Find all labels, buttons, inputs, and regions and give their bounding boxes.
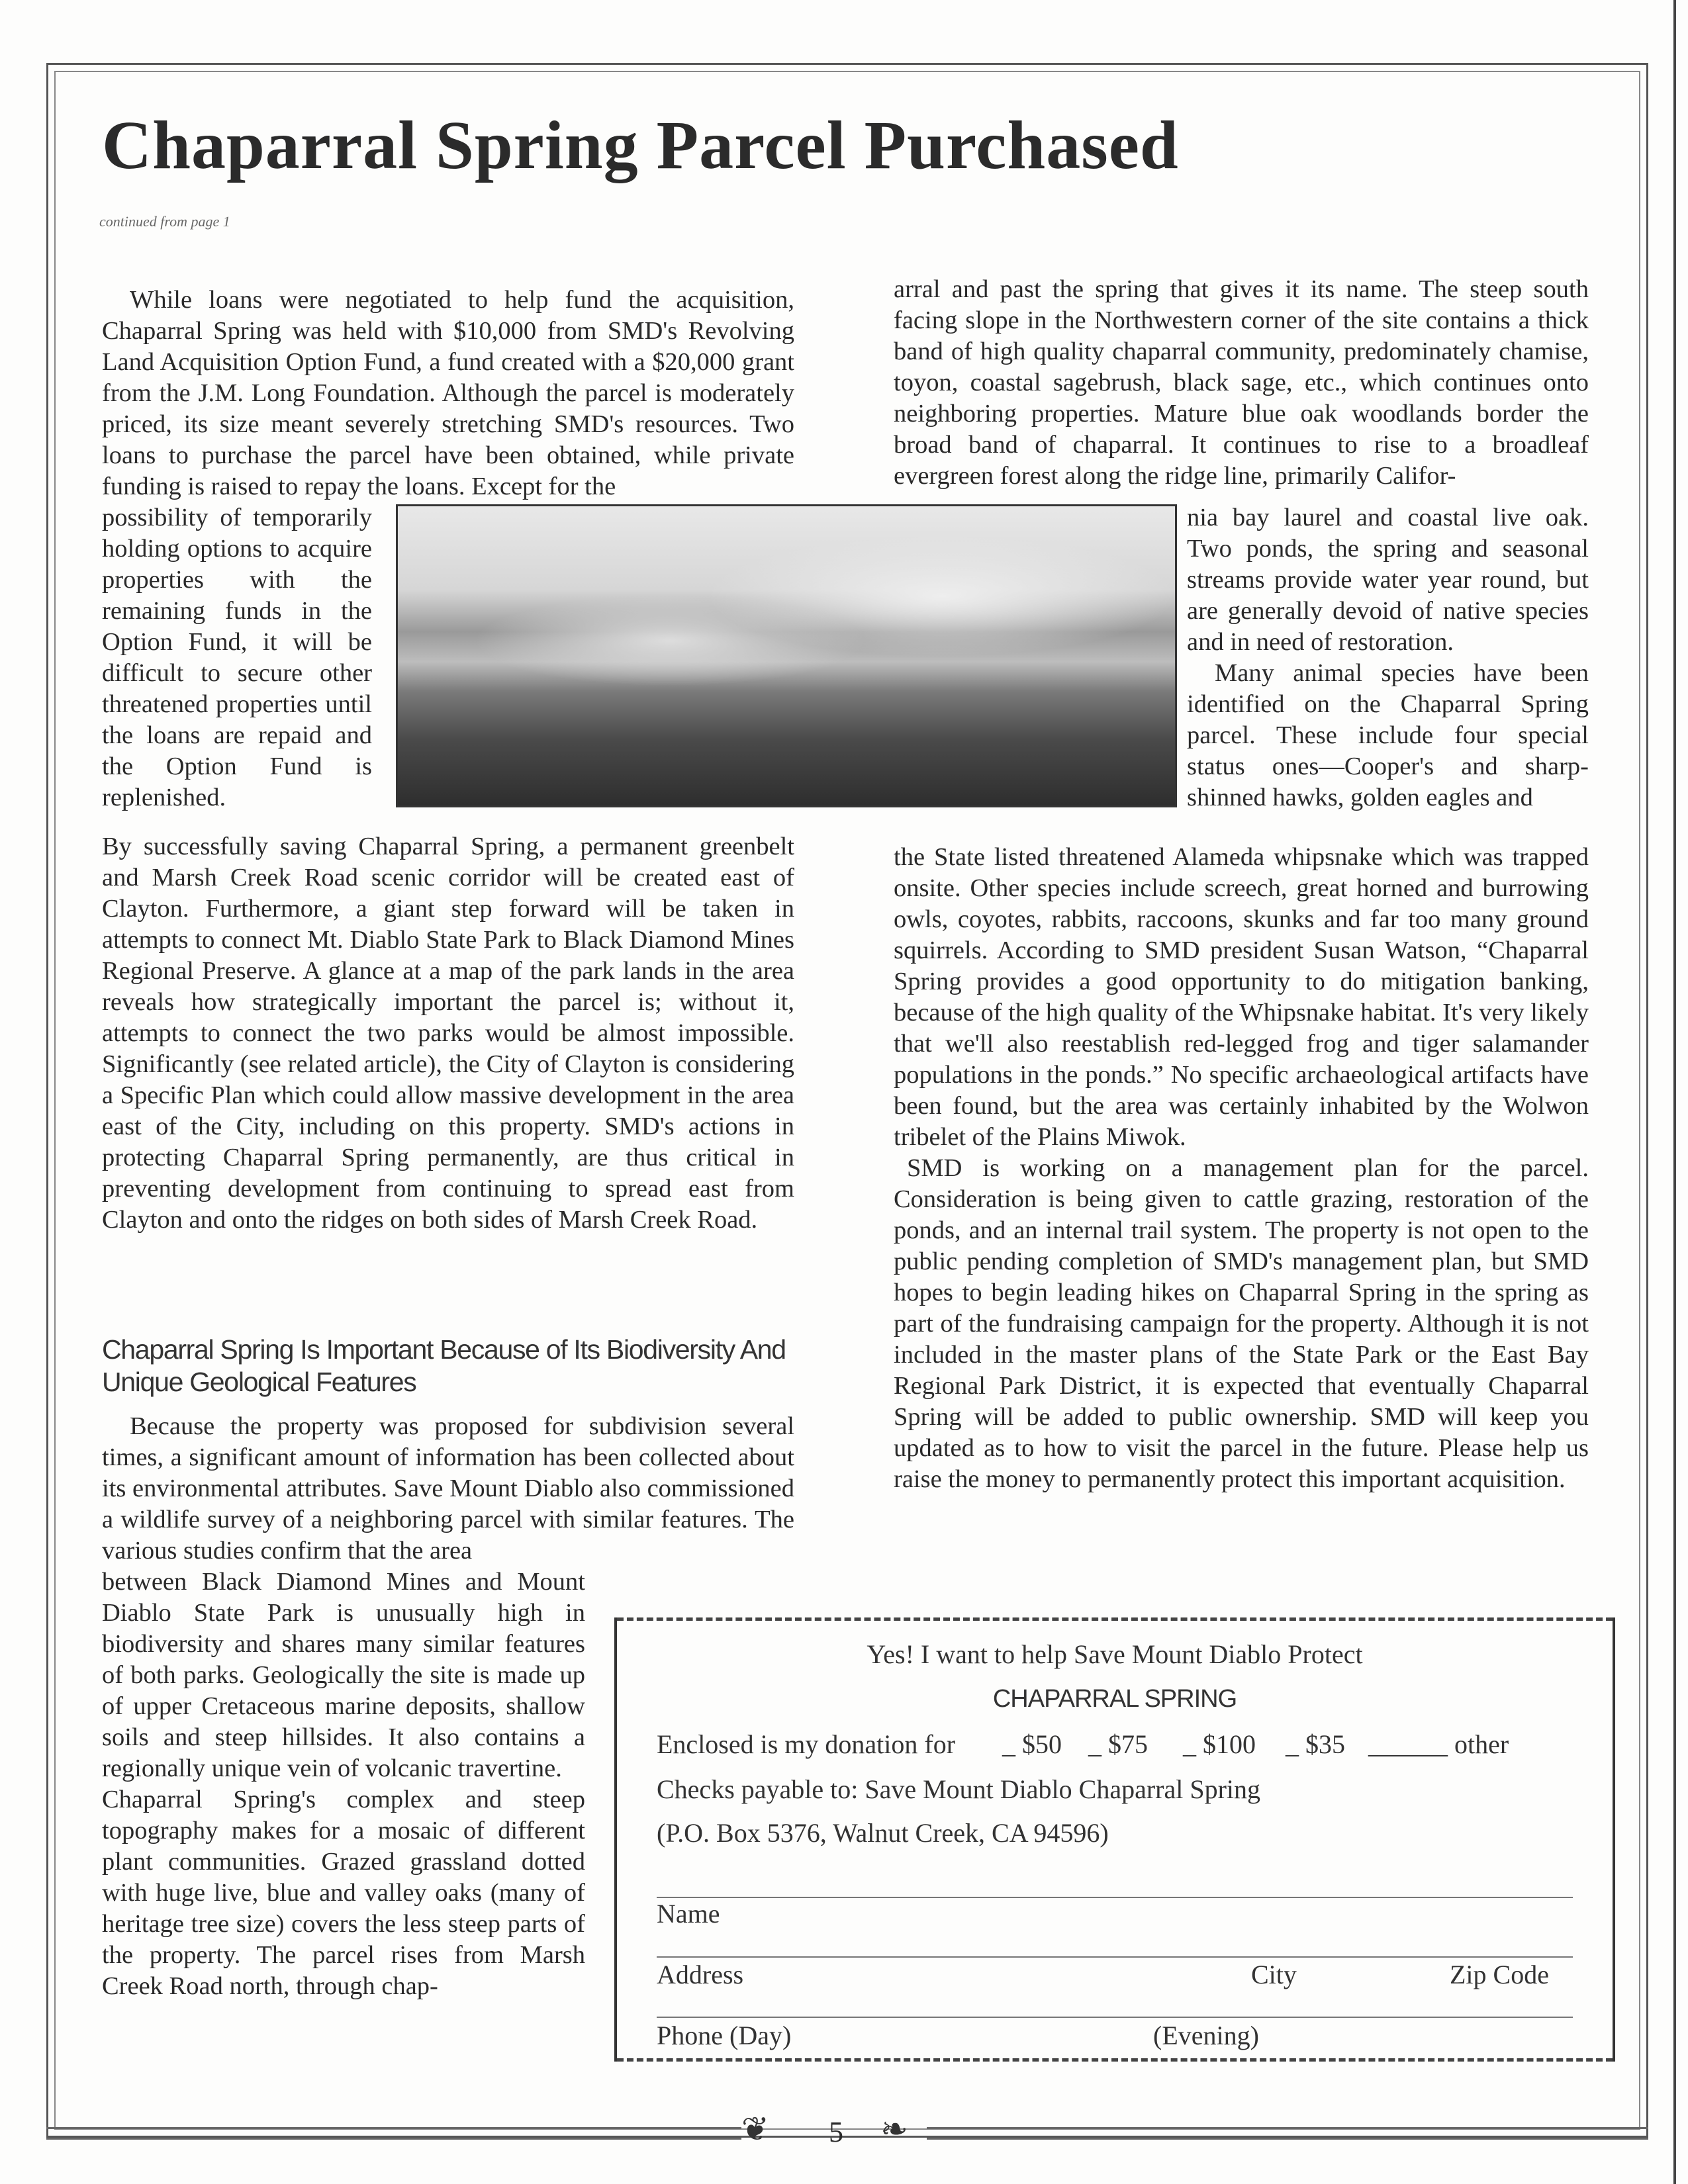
option-35[interactable]: _ $35 (1286, 1729, 1345, 1759)
name-line[interactable] (657, 1897, 1573, 1898)
checks-payable: Checks payable to: Save Mount Diablo Chaparral Spring (657, 1774, 1261, 1804)
paragraph: Chaparral Spring's complex and steep topography makes for a mosaic of different plant communities. Grazed grassland dotted with huge live, blue and valley oaks (many of heritage tree size) covers the less steep parts of the property. The parcel rises from Marsh Creek Road north, through chap- (102, 1786, 585, 2000)
mailing-address: (P.O. Box 5376, Walnut Creek, CA 94596) (657, 1818, 1109, 1848)
option-75[interactable]: _ $75 (1088, 1729, 1148, 1759)
left-text-5 (102, 1567, 585, 2002)
paragraph: the State listed threatened Alameda whipsnake which was trapped onsite. Other species include screech, great horned and burrowing owls, coyotes, rabbits, raccoons, skunks and far too many ground squirrels. According to SMD president Susan Watson, “Chaparral Spring provides a good opportunity to do mitigation banking, because of the high quality of the Whipsnake habitat. It's very likely that we'll also reestablish red-legged frog and tiger salamander populations in the ponds.” No specific archaeological artifacts have been found, but the area was certainly inhabited by the Wolwon tribelet of the Plains Miwok. (894, 843, 1589, 1151)
name-label: Name (657, 1899, 720, 1929)
footer-rule-right (927, 2127, 1648, 2129)
left-text-3 (102, 831, 794, 1236)
option-100[interactable]: _ $100 (1183, 1729, 1256, 1759)
footer-rule-left (46, 2127, 741, 2129)
phone-evening-label: (Evening) (1153, 2021, 1259, 2050)
zip-label: Zip Code (1450, 1960, 1549, 1989)
section-heading: Chaparral Spring Is Important Because of Its Biodiversity And Unique Geological Features (102, 1334, 786, 1397)
footer-rule-left-2 (46, 2138, 741, 2140)
phone-line[interactable] (657, 2017, 1573, 2018)
paragraph: While loans were negotiated to help fund the acquisition, Chaparral Spring was held with $10,000 from SMD's Revolving Land Acquisition Option Fund, a fund created with a $20,000 grant from the J.M. Long Foundation. Although the parcel is moderately priced, its size meant severely stretching SMD's resources. Two loans to purchase the parcel have been obtained, while private funding is raised to repay the loans. Except for the (102, 286, 794, 500)
form-dashed-bottom (617, 2058, 1613, 2062)
address-line[interactable] (657, 1956, 1573, 1958)
option-50[interactable]: _ $50 (1002, 1729, 1062, 1759)
right-text-2 (1187, 502, 1589, 813)
address-label: Address (657, 1960, 744, 1989)
page-number: 5 (829, 2116, 843, 2148)
option-other[interactable]: ______ other (1368, 1729, 1509, 1759)
footer-rule-right-2 (927, 2138, 1648, 2140)
article-title: Chaparral Spring Parcel Purchased (102, 107, 1179, 183)
paragraph: Many animal species have been identified on the Chaparral Spring parcel. These include four special status ones—Cooper's and sharp-shinned hawks, golden eagles and (1187, 659, 1589, 811)
paragraph: between Black Diamond Mines and Mount Diablo State Park is unusually high in biodiversity and shares many similar features of both parks. Geologically the site is made up of upper Cretaceous marine deposits, shallow soils and steep hillsides. It also contains a regionally unique vein of volcanic travertine. (102, 1568, 585, 1782)
paragraph: SMD is working on a management plan for the parcel. Consideration is being given to cattle grazing, restoration of the ponds, and an internal trail system. The property is not open to the public pending completion of SMD's management plan, but SMD hopes to begin leading hikes on Chaparral Spring in the spring as part of the fundraising campaign for the property. Although it is not included in the master plans of the State Park or the East Bay Regional Park District, it is expected that eventually Chaparral Spring will be added to public ownership. SMD will keep you updated as to how to visit the parcel in the future. Please help us raise the money to permanently protect this important acquisition. (894, 1154, 1589, 1493)
donation-label: Enclosed is my donation for (657, 1729, 956, 1759)
form-headline: Yes! I want to help Save Mount Diablo Protect (867, 1639, 1363, 1669)
phone-day-label: Phone (Day) (657, 2021, 792, 2050)
paragraph: possibility of temporarily holding options to acquire properties with the remaining funds in the Option Fund, it will be difficult to secure other threatened properties until the loans are repaid and the Option Fund is replenished. (102, 504, 372, 811)
left-text-4 (102, 1411, 794, 1567)
floral-ornament-icon: ❦ (741, 2111, 769, 2148)
paragraph: arral and past the spring that gives it its name. The steep south facing slope in the Northwestern corner of the site contains a thick band of high quality chaparral community, predominately chamise, toyon, coastal sagebrush, black sage, etc., which continues onto neighboring properties. Mature blue oak woodlands border the broad band of chaparral. It continues to rise to a broadleaf evergreen forest along the ridge line, primarily Califor- (894, 275, 1589, 490)
page-edge (1673, 0, 1676, 2184)
paragraph: By successfully saving Chaparral Spring, a permanent greenbelt and Marsh Creek Road scenic corridor will be created east of Clayton. Furthermore, a giant step forward will be taken in attempts to connect Mt. Diablo State Park to Black Diamond Mines Regional Preserve. A glance at a map of the park lands in the area reveals how strategically important the parcel is; without it, attempts to connect the two parks would be almost impossible. Significantly (see related article), the City of Clayton is considering a Specific Plan which could allow massive development in the area east of the City, including on this property. SMD's actions in protecting Chaparral Spring permanently, are thus critical in preventing development from continuing to spread east from Clayton and onto the ridges on both sides of Marsh Creek Road. (102, 833, 794, 1234)
left-text-2 (102, 502, 372, 813)
form-subhead: CHAPARRAL SPRING (992, 1685, 1237, 1713)
paragraph: nia bay laurel and coastal live oak. Two ponds, the spring and seasonal streams provide water year round, but are generally devoid of native species and in need of restoration. (1187, 504, 1589, 656)
continued-note: continued from page 1 (99, 213, 230, 230)
right-text-3 (894, 842, 1589, 1495)
donation-form (614, 1617, 1615, 2062)
floral-ornament-icon: ❧ (880, 2111, 908, 2148)
right-text-1 (894, 274, 1589, 492)
paragraph: Because the property was proposed for subdivision several times, a significant amount of information has been collected about its environmental attributes. Save Mount Diablo also commissioned a wildlife survey of a neighboring parcel with similar features. The various studies confirm that the area (102, 1412, 794, 1565)
form-dashed-top (617, 1617, 1613, 1621)
left-text-1 (102, 285, 794, 502)
landscape-photo (396, 504, 1177, 807)
city-label: City (1251, 1960, 1297, 1989)
